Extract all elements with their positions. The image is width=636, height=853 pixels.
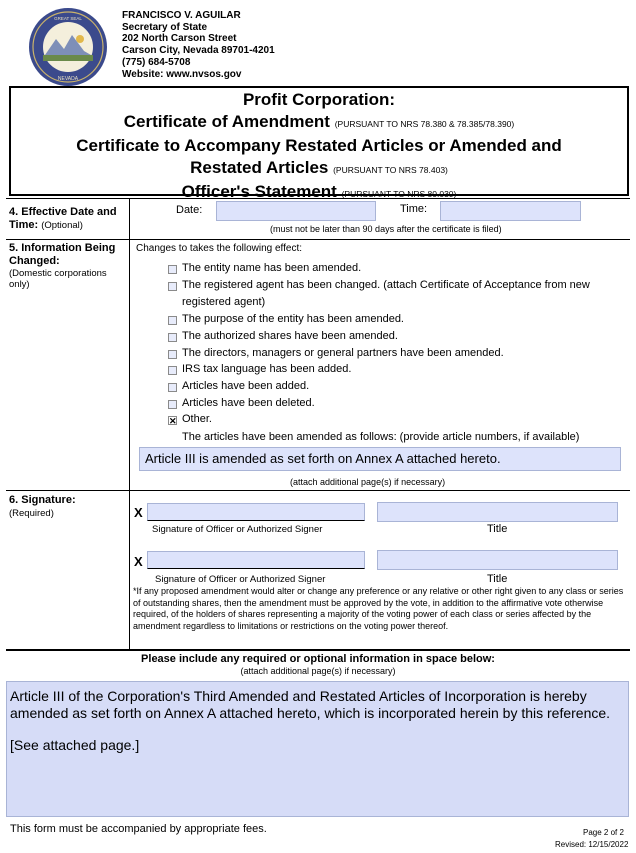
- nevada-state-seal: [28, 7, 108, 87]
- signature-field-1[interactable]: [147, 503, 365, 521]
- section4-label: 4. Effective Date and Time: (Optional): [9, 206, 117, 231]
- option-articles-added: Articles have been added.: [182, 380, 310, 392]
- option-irs-language: IRS tax language has been added.: [182, 363, 352, 375]
- date-label: Date:: [176, 204, 203, 216]
- signature-field-2[interactable]: [147, 551, 365, 569]
- checkbox-irs-language[interactable]: [168, 366, 177, 375]
- divider: [6, 649, 630, 651]
- optional-info-field[interactable]: [6, 681, 629, 817]
- checkbox-shares-amended[interactable]: [168, 333, 177, 342]
- optional-info-text-1: Article III of the Corporation's Third Amended and Restated Articles of Incorporation is hereby amended as set forth on Annex A attached hereto, which is incorporated herein by this reference.: [10, 688, 611, 721]
- signature-x-mark: X: [134, 554, 143, 569]
- optional-info-heading: Please include any required or optional information in space below:: [141, 653, 495, 665]
- section5-label: 5. Information Being Changed: (Domestic corporations only): [9, 242, 116, 290]
- secretary-title: Secretary of State: [122, 21, 208, 33]
- option-articles-deleted: Articles have been deleted.: [182, 397, 315, 409]
- title-line-5: Officer's Statement (PURSUANT TO NRS 80.030): [181, 182, 457, 201]
- attach-note: (attach additional page(s) if necessary): [290, 477, 446, 487]
- checkbox-purpose-amended[interactable]: [168, 316, 177, 325]
- option-directors-amended: The directors, managers or general partners have been amended.: [182, 347, 504, 359]
- changes-intro: Changes to takes the following effect:: [136, 243, 303, 254]
- website: Website: www.nvsos.gov: [122, 68, 242, 80]
- signature-x-mark: X: [134, 505, 143, 520]
- column-divider: [129, 198, 130, 650]
- title-line-3: Certificate to Accompany Restated Articles or Amended and: [76, 136, 562, 155]
- option-purpose-amended: The purpose of the entity has been amended.: [182, 313, 404, 325]
- title-line-2: Certificate of Amendment (PURSUANT TO NRS 78.380 & 78.385/78.390): [123, 112, 515, 131]
- title-field-2[interactable]: [377, 550, 618, 570]
- optional-info-text-2: [See attached page.]: [10, 737, 140, 753]
- time-label: Time:: [400, 203, 428, 215]
- date-field[interactable]: [216, 201, 376, 221]
- title-line-4: Restated Articles (PURSUANT TO NRS 78.403): [190, 158, 448, 177]
- street-address: 202 North Carson Street: [122, 33, 237, 45]
- secretary-name: FRANCISCO V. AGUILAR: [122, 10, 241, 21]
- secretary-header: [122, 10, 275, 80]
- divider: [6, 198, 630, 199]
- optional-info-subheading: (attach additional page(s) if necessary): [240, 666, 396, 676]
- page-number: Page 2 of 2: [583, 828, 624, 837]
- city-address: Carson City, Nevada 89701-4201: [122, 45, 275, 57]
- checkbox-articles-deleted[interactable]: [168, 400, 177, 409]
- option-agent-changed-cont: registered agent): [182, 296, 266, 308]
- title-field-1[interactable]: [377, 502, 618, 522]
- title-line-1: Profit Corporation:: [242, 90, 396, 109]
- checkbox-other[interactable]: ✕: [169, 416, 177, 426]
- svg-text:NEVADA: NEVADA: [57, 76, 79, 82]
- amendment-footnote: *If any proposed amendment would alter or change any preference or any relative or other right given to any class or series of outstanding shares, then the amendment must be approved by the vote, in addition to the affirmative vote otherwise required, of the holders of shares representing a majority of the voting power of each class or series affected by the amendment regardless to limitations or restrictions on the voting power thereof.: [133, 586, 624, 631]
- amended-articles-field[interactable]: Article III is amended as set forth on Annex A attached hereto.: [139, 447, 621, 471]
- divider: [6, 239, 630, 240]
- title-caption-2: Title: [487, 573, 508, 585]
- amended-intro: The articles have been amended as follows: (provide article numbers, if available): [182, 431, 580, 443]
- divider: [6, 490, 630, 491]
- checkbox-agent-changed[interactable]: [168, 282, 177, 291]
- checkbox-articles-added[interactable]: [168, 383, 177, 392]
- svg-text:GREAT SEAL: GREAT SEAL: [54, 16, 82, 21]
- section6-label: 6. Signature: (Required): [9, 494, 76, 519]
- checkbox-name-amended[interactable]: [168, 265, 177, 274]
- time-field[interactable]: [440, 201, 581, 221]
- signature-caption-1: Signature of Officer or Authorized Signer: [152, 524, 323, 535]
- form-title-box: [9, 86, 629, 201]
- revised-date: Revised: 12/15/2022: [555, 840, 629, 849]
- phone-number: (775) 684-5708: [122, 56, 191, 68]
- fees-notice: This form must be accompanied by appropriate fees.: [10, 823, 267, 835]
- option-other: Other.: [182, 413, 212, 425]
- option-name-amended: The entity name has been amended.: [182, 262, 362, 274]
- title-caption-1: Title: [487, 523, 508, 535]
- signature-caption-2: Signature of Officer or Authorized Signer: [155, 574, 326, 585]
- checkbox-directors-amended[interactable]: [168, 350, 177, 359]
- option-shares-amended: The authorized shares have been amended.: [182, 330, 398, 342]
- date-note: (must not be later than 90 days after the certificate is filed): [270, 224, 502, 234]
- option-agent-changed: The registered agent has been changed. (attach Certificate of Acceptance from new: [182, 279, 590, 291]
